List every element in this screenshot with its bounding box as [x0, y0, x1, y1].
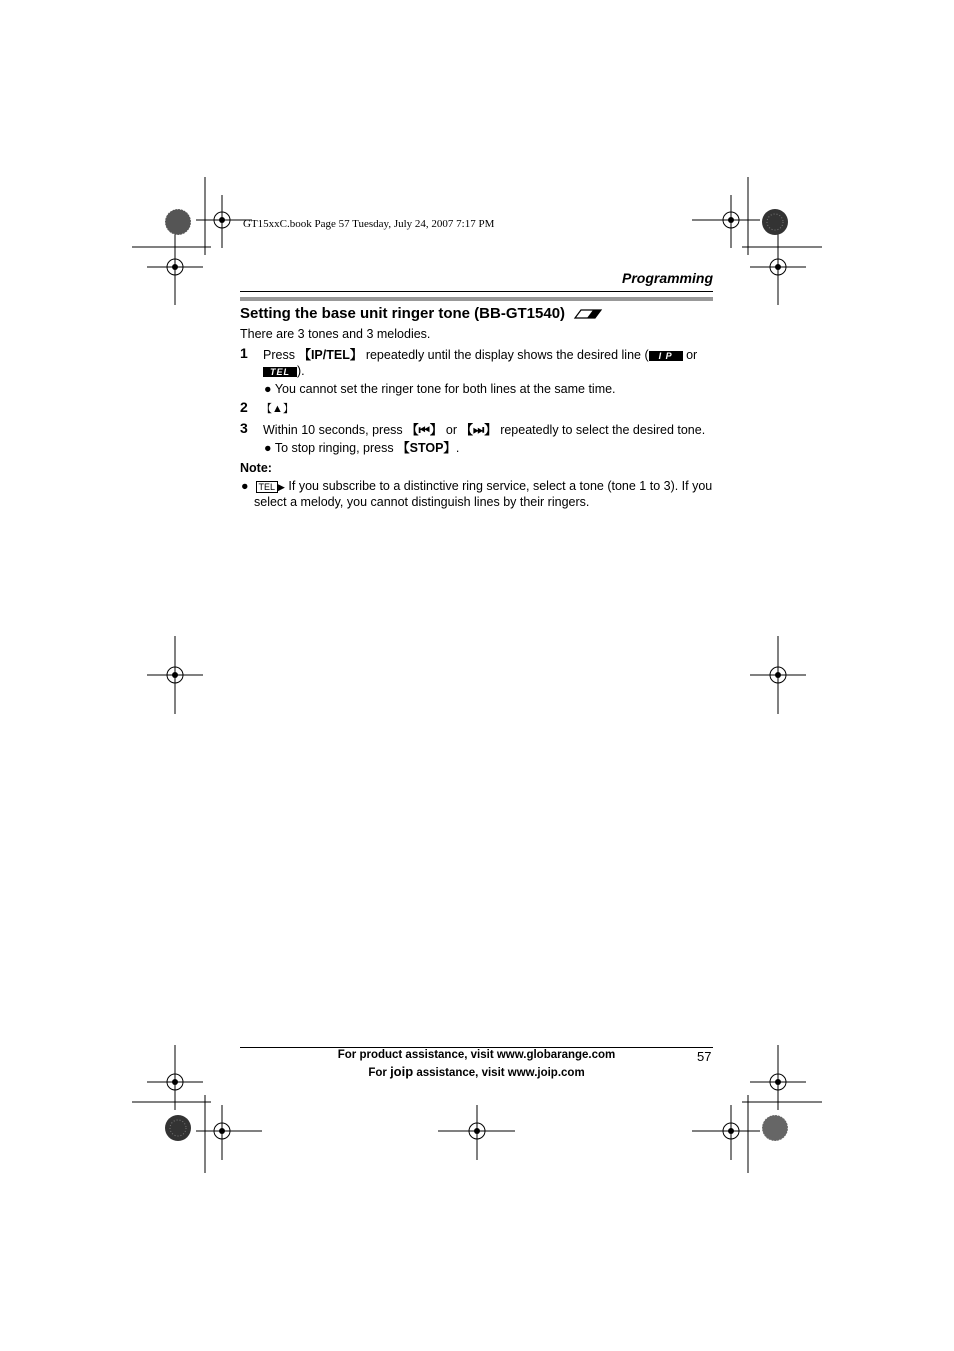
previous-key: 【⏮】 — [406, 423, 443, 437]
step-3-line — [263, 422, 705, 438]
arrow-right-icon: ▶ — [278, 482, 285, 492]
book-metadata-line: GT15xxC.book Page 57 Tuesday, July 24, 2007 7:17 PM — [243, 218, 495, 230]
step-1-or: or — [682, 348, 698, 362]
step-1-bullet-text: You cannot set the ringer tone for both lines at the same time. — [274, 382, 616, 396]
step-1-text-a: Press — [263, 348, 299, 362]
tel-box-icon: TEL — [256, 481, 279, 493]
footer-text-a: For — [368, 1067, 391, 1079]
footer-line-2 — [240, 1064, 713, 1079]
intro-text: There are 3 tones and 3 melodies. — [240, 327, 431, 341]
note-text-1: If you subscribe to a distinctive ring service, select a tone (tone 1 to 3). If you — [284, 479, 713, 493]
step-1-line-1 — [263, 347, 697, 363]
step-3-text-b: repeatedly to select the desired tone. — [496, 423, 706, 437]
bullet-icon: ● — [264, 382, 272, 396]
note-line-2: select a melody, you cannot distinguish lines by their ringers. — [254, 495, 590, 509]
step-number-3: 3 — [240, 420, 248, 436]
step-3-bullet-end: . — [455, 441, 460, 455]
header-rule — [240, 291, 713, 292]
step-number-1: 1 — [240, 345, 248, 361]
tel-line-badge: TEL — [263, 367, 297, 377]
page-heading — [240, 305, 603, 322]
bullet-icon: ● — [241, 479, 249, 493]
step-3-bullet-text: To stop ringing, press — [274, 441, 398, 455]
heading-text: Setting the base unit ringer tone (BB-GT1540) — [240, 305, 566, 322]
footer-line-1: For product assistance, visit www.globarange.com — [337, 1049, 616, 1061]
step-1-bullet — [264, 381, 616, 397]
page-number: 57 — [697, 1049, 712, 1064]
footer-rule — [240, 1047, 713, 1048]
note-title: Note: — [240, 461, 272, 475]
step-3-or: or — [442, 423, 461, 437]
handset-icon — [573, 308, 603, 320]
step-1-end: ). — [297, 364, 305, 378]
ip-tel-key: 【IP/TEL】 — [298, 348, 363, 362]
stop-key: 【STOP】 — [397, 441, 456, 455]
header-bar — [240, 297, 713, 301]
step-3-bullet — [264, 440, 459, 456]
bullet-icon: ● — [264, 441, 272, 455]
next-key: 【⏭】 — [460, 423, 497, 437]
joip-logo: joip — [390, 1064, 414, 1079]
section-title: Programming — [621, 270, 713, 286]
step-1-line-2 — [263, 363, 305, 379]
footer-text-b: assistance, visit www.joip.com — [413, 1067, 585, 1079]
step-number-2: 2 — [240, 399, 248, 415]
note-line-1 — [241, 478, 712, 495]
step-1-text-b: repeatedly until the display shows the desired line ( — [362, 348, 649, 362]
ip-line-badge: I P — [649, 351, 683, 361]
step-3-text-a: Within 10 seconds, press — [263, 423, 407, 437]
up-key: 【▲】 — [261, 403, 294, 415]
